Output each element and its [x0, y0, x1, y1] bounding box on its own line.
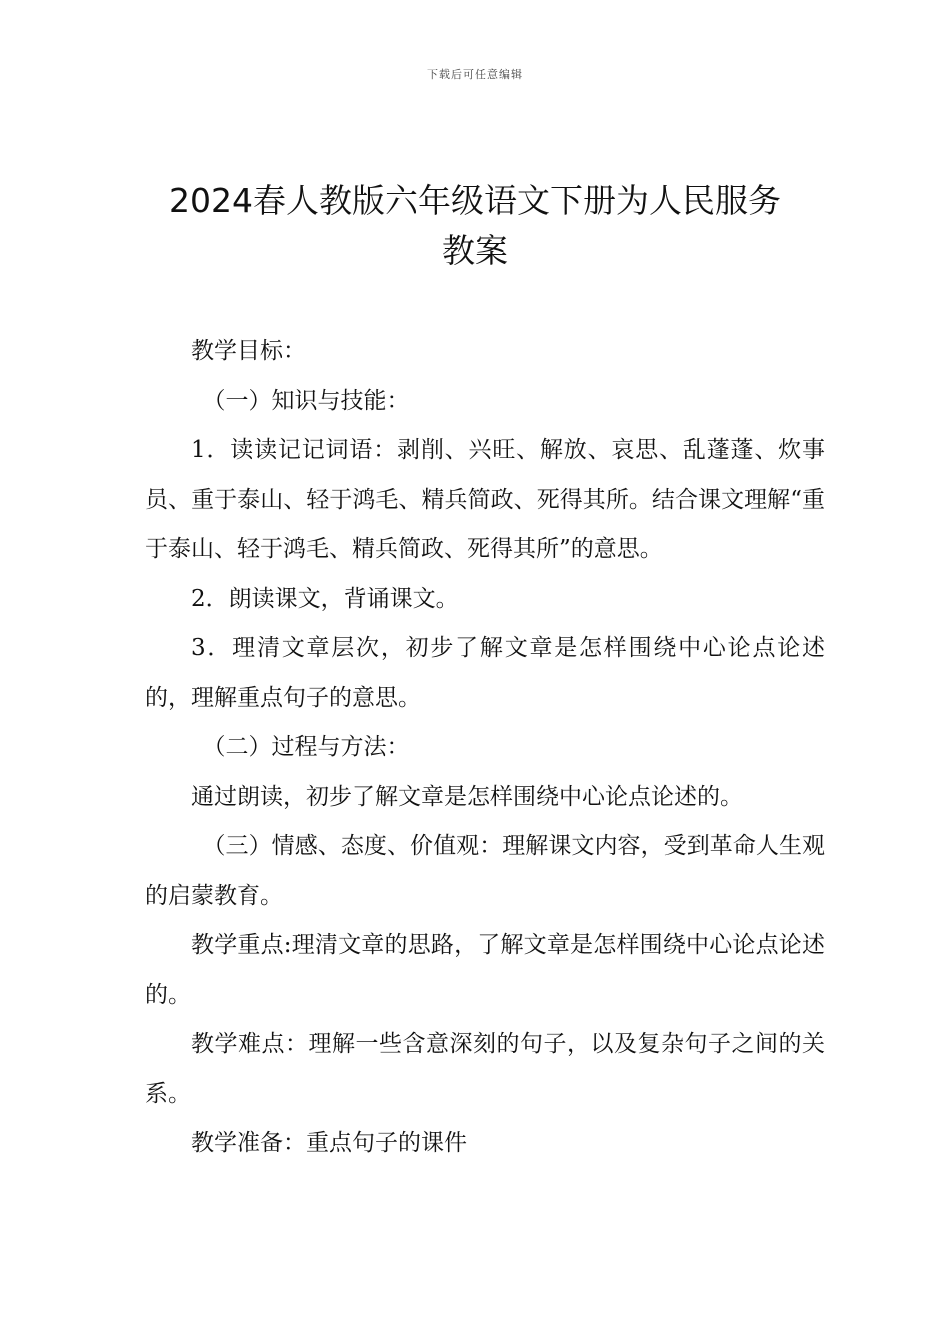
document-title: [100, 176, 850, 276]
page-header-note: 下载后可任意编辑: [427, 68, 523, 81]
paragraph-preparation: 教学准备：重点句子的课件: [191, 1130, 467, 1156]
section-heading-objectives: 教学目标：: [191, 338, 306, 364]
title-line-2: 教案: [442, 231, 508, 270]
paragraph-structure: 3．理清文章层次，初步了解文章是怎样围绕中心论点论述的，理解重点句子的意思。: [145, 635, 825, 711]
document-body: [145, 327, 825, 1169]
paragraph-key-points: 教学重点:理清文章的思路，了解文章是怎样围绕中心论点论述的。: [145, 932, 825, 1008]
paragraph-process: 通过朗读，初步了解文章是怎样围绕中心论点论述的。: [191, 783, 743, 810]
subsection-heading-knowledge: （一）知识与技能：: [202, 387, 410, 414]
paragraph-vocabulary: 1．读读记记词语：剥削、兴旺、解放、哀思、乱蓬蓬、炊事员、重于泰山、轻于鸿毛、精兵简政、死得其所。结合课文理解“重于泰山、轻于鸿毛、精兵简政、死得其所”的意思。: [145, 437, 825, 562]
paragraph-difficulties: 教学难点：理解一些含意深刻的句子，以及复杂句子之间的关系。: [145, 1031, 825, 1107]
paragraph-emotion: （三）情感、态度、价值观：理解课文内容，受到革命人生观的启蒙教育。: [145, 833, 825, 909]
subsection-heading-process: （二）过程与方法：: [202, 734, 410, 760]
title-line-1: 2024春人教版六年级语文下册为人民服务: [169, 181, 781, 220]
paragraph-reading: 2．朗读课文，背诵课文。: [191, 585, 459, 612]
